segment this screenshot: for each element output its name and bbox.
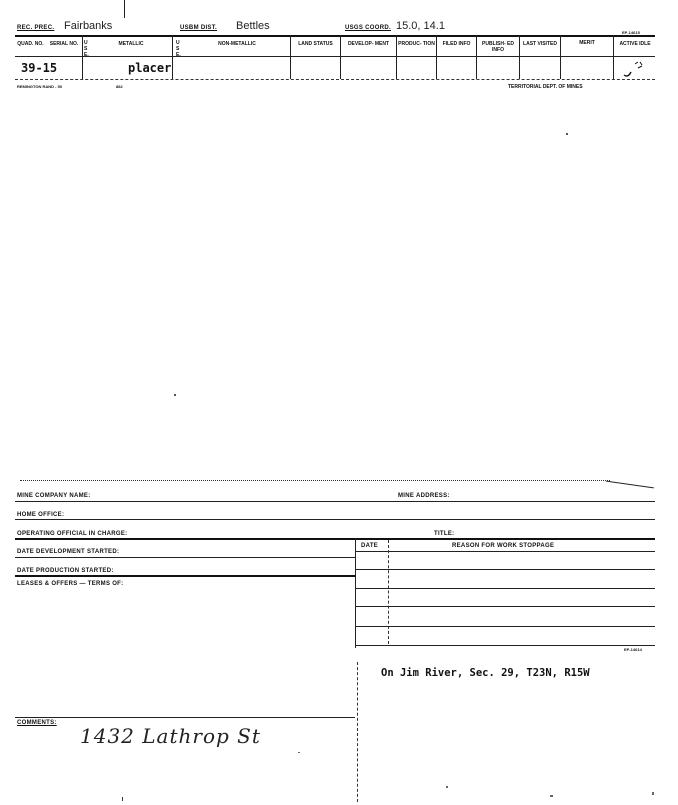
comments-label: COMMENTS:: [17, 720, 57, 726]
handwritten-comment: 1432 Lathrop St: [80, 724, 261, 748]
col-quad-no: QUAD. NO.: [17, 41, 44, 47]
top-header-rule: [15, 35, 655, 37]
date-development-label: DATE DEVELOPMENT STARTED:: [17, 549, 120, 555]
col-development: DEVELOP- MENT: [347, 41, 390, 47]
lower-divider: [357, 662, 358, 802]
top-footer-right: TERRITORIAL DEPT. OF MINES: [508, 84, 583, 90]
mine-company-rule: [15, 501, 655, 502]
rec-prec-value: Fairbanks: [64, 20, 113, 32]
usgs-coord-value: 15.0, 14.1: [396, 20, 445, 32]
usgs-coord-label: USGS COORD.: [345, 25, 391, 31]
date-production-rule: [15, 575, 355, 577]
top-row-bottom-rule: [15, 79, 655, 80]
rec-prec-label: REC. PREC.: [17, 25, 55, 31]
top-footer-code: 882: [116, 84, 123, 89]
home-office-rule: [15, 519, 655, 520]
col-merit: MERIT: [579, 40, 595, 46]
center-divider: [355, 538, 356, 648]
usbm-dist-label: USBM DIST.: [180, 25, 218, 31]
col-active-idle: ACTIVE IDLE: [619, 41, 651, 47]
title-label: TITLE:: [434, 531, 455, 537]
col-production: PRODUC- TION: [398, 41, 435, 47]
top-footer-left: REMINGTON RAND - 50: [17, 84, 63, 89]
metallic-value: placer: [128, 61, 172, 75]
home-office-label: HOME OFFICE:: [17, 512, 65, 518]
active-idle-check-icon: [620, 58, 656, 80]
date-production-label: DATE PRODUCTION STARTED:: [17, 568, 114, 574]
operating-official-label: OPERATING OFFICIAL IN CHARGE:: [17, 531, 128, 537]
comments-top-rule: [15, 717, 355, 718]
location-text: On Jim River, Sec. 29, T23N, R15W: [381, 667, 590, 679]
date-development-rule: [15, 557, 355, 558]
stoppage-date-header: DATE: [361, 543, 379, 549]
col-use-metallic: U S E.: [84, 40, 89, 58]
stoppage-reason-header: REASON FOR WORK STOPPAGE: [452, 543, 555, 549]
col-header-rule: [15, 56, 655, 57]
col-non-metallic: NON-METALLIC: [218, 41, 256, 47]
quad-serial-value: 39-15: [21, 61, 58, 75]
leases-label: LEASES & OFFERS — TERMS OF:: [17, 581, 124, 587]
col-last-visited: LAST VISITED: [523, 41, 557, 47]
mine-company-name-label: MINE COMPANY NAME:: [17, 493, 91, 499]
col-filed-info: FILED INFO: [442, 41, 471, 47]
bottom-form-number: EP-14614: [624, 647, 642, 652]
mine-address-label: MINE ADDRESS:: [398, 493, 450, 499]
stoppage-header-rule: [355, 551, 655, 552]
col-published-info: PUBLISH- ED INFO: [482, 41, 514, 53]
top-form-number: EP-14615: [622, 30, 640, 35]
col-metallic: METALLIC: [118, 41, 144, 47]
top-tick-mark: [124, 0, 125, 18]
operating-official-rule: [15, 538, 655, 540]
bottom-card-top-edge: [20, 480, 610, 481]
stoppage-date-divider: [388, 540, 389, 644]
usbm-dist-value: Bettles: [236, 20, 270, 32]
col-serial-no: SERIAL NO.: [49, 41, 79, 47]
col-use-non-metallic: U S E.: [176, 40, 181, 58]
col-land-status: LAND STATUS: [298, 41, 333, 47]
